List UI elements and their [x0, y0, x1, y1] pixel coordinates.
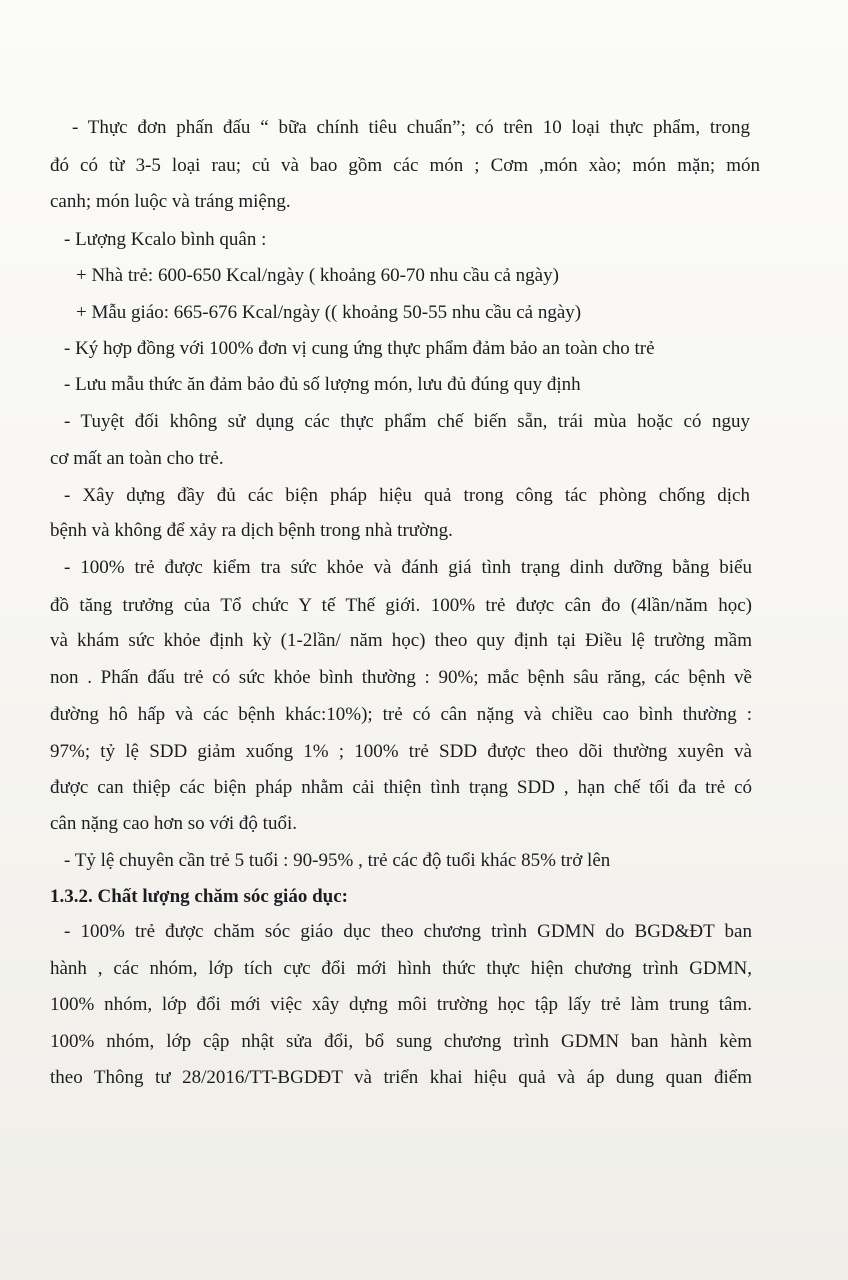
text-line: + Mẫu giáo: 665-676 Kcal/ngày (( khoảng 50-55 nhu cầu cả ngày)	[76, 302, 582, 323]
text-line: - Ký hợp đồng với 100% đơn vị cung ứng thực phẩm đảm bảo an toàn cho trẻ	[64, 338, 655, 359]
text-line: non . Phấn đấu trẻ có sức khỏe bình thường : 90%; mắc bệnh sâu răng, các bệnh về	[50, 667, 752, 688]
text-line: - Tuyệt đối không sử dụng các thực phẩm chế biến sẵn, trái mùa hoặc có nguy	[64, 411, 750, 432]
text-line: - Lưu mẫu thức ăn đảm bảo đủ số lượng món, lưu đủ đúng quy định	[64, 374, 581, 395]
text-line: - Lượng Kcalo bình quân :	[64, 229, 267, 250]
text-line: đồ tăng trưởng của Tổ chức Y tế Thế giới. 100% trẻ được cân đo (4lần/năm học)	[50, 595, 752, 616]
text-line: - 100% trẻ được chăm sóc giáo dục theo chương trình GDMN do BGD&ĐT ban	[64, 921, 752, 942]
text-line: đó có từ 3-5 loại rau; củ và bao gồm các món ; Cơm ,món xào; món mặn; món	[50, 155, 760, 176]
text-line: 100% nhóm, lớp đổi mới việc xây dựng môi trường học tập lấy trẻ làm trung tâm.	[50, 994, 752, 1015]
text-line: hành , các nhóm, lớp tích cực đổi mới hình thức thực hiện chương trình GDMN,	[50, 958, 752, 979]
text-line: theo Thông tư 28/2016/TT-BGDĐT và triển khai hiệu quả và áp dung quan điểm	[50, 1067, 752, 1088]
text-line: - Thực đơn phấn đấu “ bữa chính tiêu chuẩn”; có trên 10 loại thực phẩm, trong	[72, 117, 750, 138]
text-line: cân nặng cao hơn so với độ tuổi.	[50, 813, 297, 834]
text-line: - Xây dựng đầy đủ các biện pháp hiệu quả trong công tác phòng chống dịch	[64, 485, 750, 506]
text-line: đường hô hấp và các bệnh khác:10%); trẻ có cân nặng và chiều cao bình thường :	[50, 704, 752, 725]
text-line: được can thiệp các biện pháp nhằm cải thiện tình trạng SDD , hạn chế tối đa trẻ có	[50, 777, 752, 798]
section-heading: 1.3.2. Chất lượng chăm sóc giáo dục:	[50, 886, 348, 907]
text-line: - Tỷ lệ chuyên cần trẻ 5 tuổi : 90-95% , trẻ các độ tuổi khác 85% trở lên	[64, 850, 611, 871]
text-line: - 100% trẻ được kiểm tra sức khỏe và đánh giá tình trạng dinh dưỡng bằng biểu	[64, 557, 752, 578]
text-line: cơ mất an toàn cho trẻ.	[50, 448, 224, 469]
text-line: + Nhà trẻ: 600-650 Kcal/ngày ( khoảng 60-70 nhu cầu cả ngày)	[76, 265, 559, 286]
text-line: 100% nhóm, lớp cập nhật sửa đổi, bổ sung chương trình GDMN ban hành kèm	[50, 1031, 752, 1052]
text-line: và khám sức khỏe định kỳ (1-2lần/ năm học) theo quy định tại Điều lệ trường mầm	[50, 630, 752, 651]
text-line: bệnh và không để xảy ra dịch bệnh trong nhà trường.	[50, 520, 453, 541]
text-line: canh; món luộc và tráng miệng.	[50, 191, 291, 212]
text-line: 97%; tỷ lệ SDD giảm xuống 1% ; 100% trẻ SDD được theo dõi thường xuyên và	[50, 741, 752, 762]
